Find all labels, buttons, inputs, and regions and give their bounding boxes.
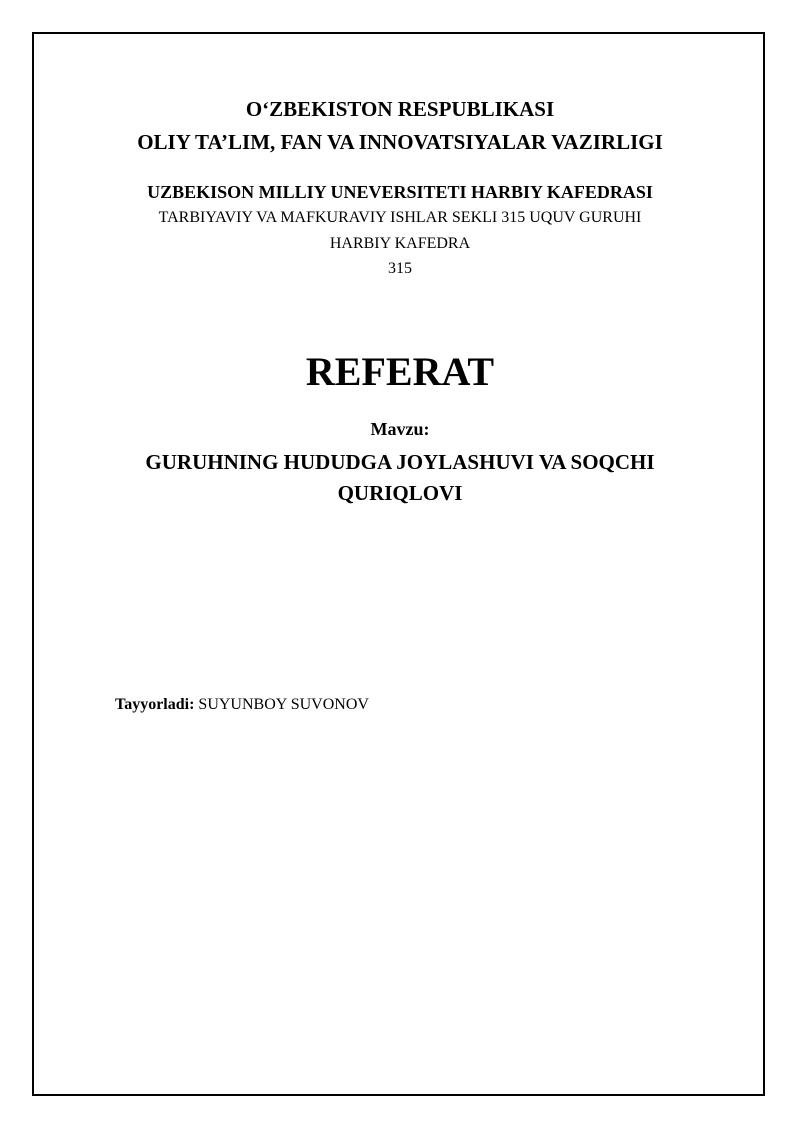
republic-heading: O‘ZBEKISTON RESPUBLIKASI: [245, 97, 555, 121]
document-title: REFERAT: [305, 349, 495, 394]
group-number-line: 315: [388, 260, 412, 277]
ministry-heading: OLIY TA’LIM, FAN VA INNOVATSIYALAR VAZIRLIGI: [137, 130, 663, 154]
department-line: TARBIYAVIY VA MAFKURAVIY ISHLAR SEKLI 315 UQUV GURUHI: [158, 209, 642, 226]
author-label: Tayyorladi:: [115, 696, 195, 713]
author-line: [115, 696, 369, 714]
topic-label: Mavzu:: [370, 419, 430, 439]
author-name: SUYUNBOY SUVONOV: [194, 696, 369, 713]
topic-line-1: GURUHNING HUDUDGA JOYLASHUVI VA SOQCHI: [145, 450, 655, 474]
topic-line-2: QURIQLOVI: [337, 481, 463, 505]
university-heading: UZBEKISON MILLIY UNEVERSITETI HARBIY KAFEDRASI: [147, 182, 653, 202]
faculty-line: HARBIY KAFEDRA: [329, 235, 471, 252]
